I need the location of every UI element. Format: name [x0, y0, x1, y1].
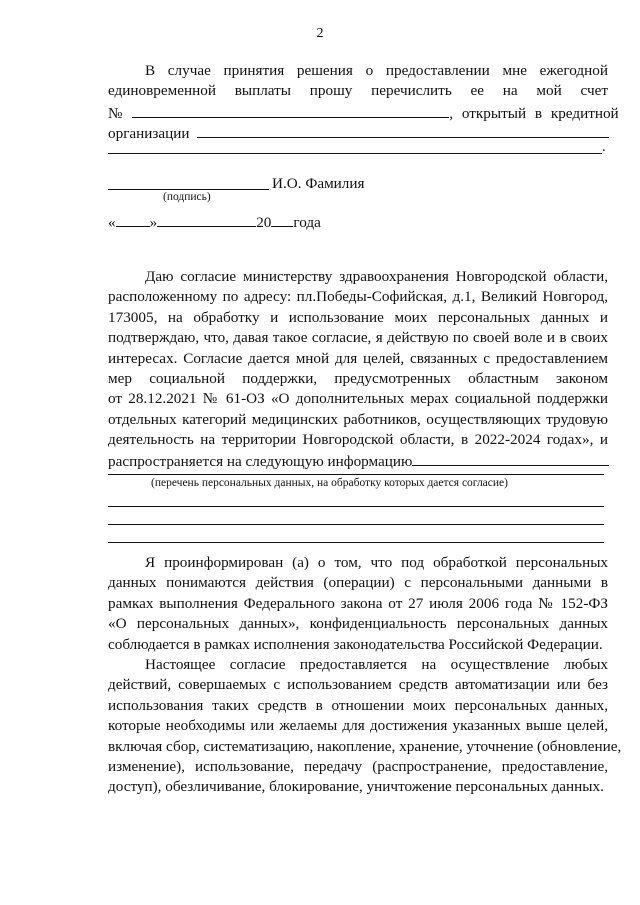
date-month-field[interactable]	[157, 211, 256, 227]
credit-organization-field-line2[interactable]	[108, 153, 602, 154]
consent-line: подтверждаю, что, давая такое согласие, я действую по своей воле и в своих	[108, 329, 608, 347]
scope-line: изменение), использование, передачу (распространение, предоставление,	[108, 758, 608, 776]
informed-line: данных понимаются действия (операции) с персональными данными в	[108, 574, 608, 592]
scope-line: действий, совершаемых с использованием средств автоматизации или без	[108, 676, 608, 694]
payment-request-paragraph	[108, 61, 608, 102]
payment-line-2: единовременной выплаты прошу перечислить ее на мой счет	[108, 82, 608, 100]
consent-last-line	[108, 450, 608, 472]
date-close-quote: »	[149, 214, 158, 231]
scope-line: Настоящее согласие предоставляется на осуществление любых	[145, 656, 608, 673]
credit-organization-row	[108, 122, 608, 144]
consent-last-line-text: распространяется на следующую информацию	[108, 453, 413, 470]
informed-paragraph	[108, 553, 608, 655]
consent-line: 173005, на обработку и использование моих персональных данных и	[108, 308, 608, 326]
date-year-field[interactable]	[271, 211, 293, 227]
personal-data-caption: (перечень персональных данных, на обработку которых дается согласие)	[151, 477, 508, 489]
date-year-prefix: 20	[256, 214, 272, 231]
signatory-name: И.О. Фамилия	[272, 175, 365, 192]
personal-data-list-field-line3[interactable]	[108, 506, 604, 507]
informed-line: соблюдается в рамках исполнения законодательства Российской Федерации.	[108, 635, 603, 653]
signature-caption: (подпись)	[163, 191, 211, 203]
date-open-quote: «	[108, 214, 116, 231]
date-row	[108, 211, 608, 233]
credit-organization-field[interactable]	[197, 122, 609, 138]
informed-line: Я проинформирован (а) о том, что под обработкой персональных	[145, 554, 608, 571]
signature-field[interactable]	[108, 189, 269, 190]
number-sign: №	[108, 105, 123, 122]
page-number: 2	[316, 26, 324, 41]
consent-line: мер социальной поддержки, предусмотренных областным законом	[108, 370, 608, 388]
consent-paragraph	[108, 267, 608, 451]
personal-data-list-field-line5[interactable]	[108, 542, 604, 543]
consent-line: деятельность на территории Новгородской области, в 2022-2024 годах», и	[108, 431, 608, 449]
consent-line: от 28.12.2021 № 61-ОЗ «О дополнительных мерах социальной поддержки	[108, 390, 608, 408]
personal-data-list-field-line2[interactable]	[108, 474, 604, 475]
consent-line: интересах. Согласие дается мной для целей, связанных с предоставлением	[108, 349, 608, 367]
consent-line: Даю согласие министерству здравоохранения Новгородской области,	[145, 268, 608, 285]
account-suffix: , открытый в кредитной	[449, 105, 619, 122]
line-end-period: .	[602, 139, 606, 155]
payment-line-1: В случае принятия решения о предоставлении мне ежегодной	[145, 62, 608, 79]
personal-data-list-field[interactable]	[412, 450, 609, 466]
consent-scope-paragraph	[108, 655, 622, 798]
date-year-suffix: года	[293, 214, 321, 231]
account-number-field[interactable]	[132, 102, 449, 118]
informed-line: рамках выполнения Федерального закона от 27 июля 2006 года № 152-ФЗ	[108, 594, 608, 612]
consent-line: отдельных категорий медицинских работников, осуществляющих трудовую	[108, 410, 608, 428]
scope-line: доступ), обезличивание, блокирование, уничтожение персональных данных.	[108, 778, 604, 796]
account-number-row	[108, 102, 619, 124]
organization-label: организации	[108, 125, 190, 142]
scope-line: включая сбор, систематизацию, накопление, хранение, уточнение (обновление,	[108, 737, 622, 755]
consent-line: расположенному по адресу: пл.Победы-Софийская, д.1, Великий Новгород,	[108, 288, 608, 306]
personal-data-list-field-line4[interactable]	[108, 524, 604, 525]
informed-line: «О персональных данных», конфиденциальность персональных данных	[108, 615, 608, 633]
scope-line: использования таких средств в отношении моих персональных данных,	[108, 696, 608, 714]
date-day-field[interactable]	[116, 211, 150, 227]
scope-line: которые необходимы или желаемы для достижения указанных выше целей,	[108, 717, 608, 735]
